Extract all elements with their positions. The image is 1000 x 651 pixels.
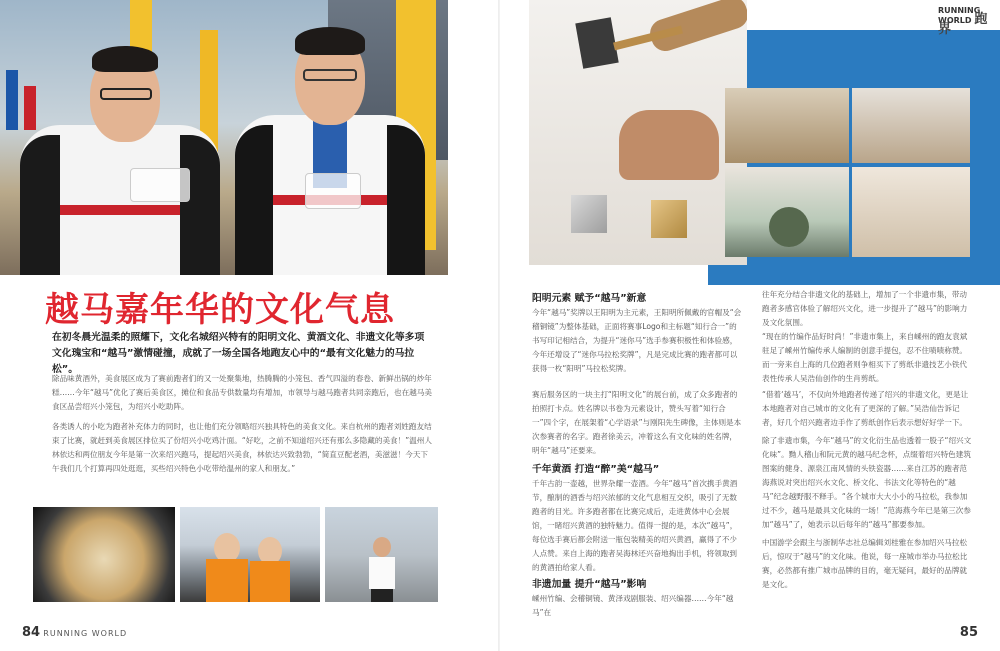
mirror-disc	[769, 207, 809, 247]
jacket-sleeve	[387, 125, 425, 275]
silver-stamp-block	[571, 195, 607, 233]
logo-cn: 跑界	[938, 12, 988, 37]
body-paragraph: “借着‘越马’，不仅向外地跑者传递了绍兴的非遗文化，更是让本地跑者对自己城市的文化有了更深的了解。”吴浩仙告诉记者，好几个绍兴跑者边手作了剪纸创作后表示想好好学一下。	[762, 390, 969, 427]
body-paragraph: 赛后服务区的一块主打“阳明文化”的展台前，成了众多跑者的拍照打卡点。姓名牌以书卷为元素设计，赞头写着“知行合一”四个字，在展架着“心学语录”与刚阳先生碑像，主体则是本次参赛者的名字。跑者徐美云，冲着这么有文化味的姓名牌，明年“越马”还要来。	[532, 390, 742, 455]
hero-photo	[0, 0, 448, 275]
hair	[295, 27, 365, 55]
food-cup	[305, 173, 361, 209]
magazine-name: RUNNING WORLD	[43, 629, 128, 638]
body-paragraph: 中国游学会跟主与浙制华志社总编辑刘桂雅在参加绍兴马拉松后，惊叹于“越马”的文化味。他说，每一座城市举办马拉松比赛，必然都有推广城市品牌的目的，毫无疑问，最好的品牌就是文化。	[762, 538, 968, 589]
gold-stamp-block	[651, 200, 687, 238]
body-paragraph: 今年“越马”奖牌以王阳明为主元素，王阳明所佩戴的官帽及“会稽铜镜”为整体基础，正面将赛事Logo和主标题“知行合一”的书写印记相结合，为提升“迷你马”选手参赛积极性和体验感，今年还增设了“迷你马拉松奖牌”，凡是完成比赛的跑者都可以获得一枚“阳明”马拉松奖牌。	[532, 308, 742, 373]
runner-shorts	[371, 589, 393, 602]
body-paragraph: 除品味黄酒外，美食展区成为了赛前跑者们的又一处聚集地，热腾腾的小笼包、香气四溢的春卷、新鲜出锅的炒年糕……今年“越马”优化了赛后美食区，摊位和食品专供数量均有增加，市领导与越马跑者共同亲跑后，也在越马美食区品尝绍兴小笼包，为绍兴小吃助阵。	[52, 374, 432, 411]
photo-bronze-mirror	[725, 167, 849, 257]
jacket-sleeve	[20, 135, 60, 275]
body-paragraph: 千年古韵一壶越，世界杂耀一壶酒。今年“越马”首次携手黄酒节，酿制的酒香与绍兴浓郁的文化气息相互交织，吸引了无数跑者的目光。许多跑者都在比赛完成后，走进黄体中心会展馆，一睹绍兴黄酒的独特魅力。值得一提的是，本次“越马”，每位选手赛后都会附送一瓶包装精美的绍兴黄酒，赢得了不少人点赞。来自上海的跑者吴海林还兴奋地掏出手机，将领取到的黄酒拍给家人看。	[532, 479, 738, 572]
lead-paragraph: 在初冬晨光温柔的照耀下，文化名城绍兴特有的阳明文化、黄酒文化、非遗文化等多项文化瑰宝和“越马”激情碰撞，成就了一场全国各地跑友心中的“最有文化魅力的马拉松”。	[52, 332, 425, 375]
photo-food-stall	[180, 507, 320, 602]
person-left	[20, 30, 220, 275]
runner-face	[373, 537, 391, 557]
page-folio-right	[960, 625, 978, 640]
body-paragraph: 嵊州竹编、会稽铜镜、黄泽戏剧服装、绍兴编器……今年“越马”在	[532, 594, 734, 617]
right-page	[500, 0, 1000, 651]
page-number: 84	[22, 625, 41, 640]
section-heading: 阳明元素 赋予“越马”新意	[532, 293, 647, 304]
section-heading: 非遗加量 提升“越马”影响	[532, 579, 647, 590]
hair	[92, 46, 158, 72]
logo-text: RUNNING WORLD	[938, 6, 981, 25]
orange-apron	[250, 561, 290, 602]
photo-dumplings	[33, 507, 175, 602]
blue-flag	[6, 70, 18, 130]
jacket-stripe	[60, 205, 180, 215]
section-heading: 千年黄酒 打造“醉”美“越马”	[532, 464, 660, 475]
food-cup	[130, 168, 190, 202]
photo-runner	[325, 507, 438, 602]
orange-apron	[206, 559, 248, 602]
hand-top	[647, 0, 747, 55]
runner-shirt	[369, 557, 395, 589]
photo-bamboo-weaving	[852, 88, 970, 163]
page-folio-left	[22, 625, 127, 640]
hand-holding	[619, 110, 719, 180]
magazine-logo	[938, 6, 1000, 35]
photo-hammer-stamping	[529, 0, 747, 265]
jacket-sleeve	[235, 125, 273, 275]
person-right	[235, 13, 425, 275]
body-paragraph: “现在的竹编作品好时尚！”非遗市集上，来自嵊州的跑友袁斌驻足了嵊州竹编传承人编制的创意手提包，忍不住啧啧称赞。而一旁来自上海的几位跑者则争相买下了剪纸非遗技艺小铁代表性传承人吴浩仙创作的生肖剪纸。	[762, 332, 968, 383]
article-title: 越马嘉年华的文化气息	[45, 290, 395, 330]
photo-paper-cut	[852, 167, 970, 257]
jacket-sleeve	[180, 135, 220, 275]
page-number: 85	[959, 625, 978, 640]
body-paragraph: 各类诱人的小吃为跑者补充体力的同时，也让他们充分领略绍兴独具特色的美食文化。来自杭州的跑者刘姓跑友结束了比赛，就赶到美食展区排位买了份绍兴小吃鸡汁面。“好吃，之前不知道绍兴还有那么多隐藏的美食！”温州人林依达和两位朋友今年是第一次来绍兴跑马，提起绍兴美食，林依达兴致勃勃，“简直豆配老酒，美滋滋！今天下午我们几个打算再四处逛逛，买些绍兴特色小吃带给温州的家人和朋友。”	[52, 422, 432, 473]
glasses	[100, 88, 152, 100]
photo-heritage-booth	[725, 88, 849, 163]
body-paragraph: 往年充分结合非遗文化的基础上，增加了一个非遗市集，带动跑者多感官体验了解绍兴文化，进一步提升了“越马”的影响力及文化氛围。	[762, 290, 968, 327]
glasses	[303, 69, 357, 81]
body-paragraph: 除了非遗市集，今年“越马”的文化衍生品也透着一股子“绍兴文化味”。黝人稽山和阮元黄的越马纪念杯，点缀着绍兴特色建筑图案的健身、源泉江南风情的头铁瓷器……来自江苏的跑者范海燕说对突出绍兴水文化、桥文化、书法文化等特色的“越马”纪念越野服不释手。“各个城市大大小小的马拉松，我参加过不少，越马是最具文化味的一场！”范海燕今年已是第三次参加“越马”了，她表示以后每年的“越马”都要参加。	[762, 436, 972, 529]
